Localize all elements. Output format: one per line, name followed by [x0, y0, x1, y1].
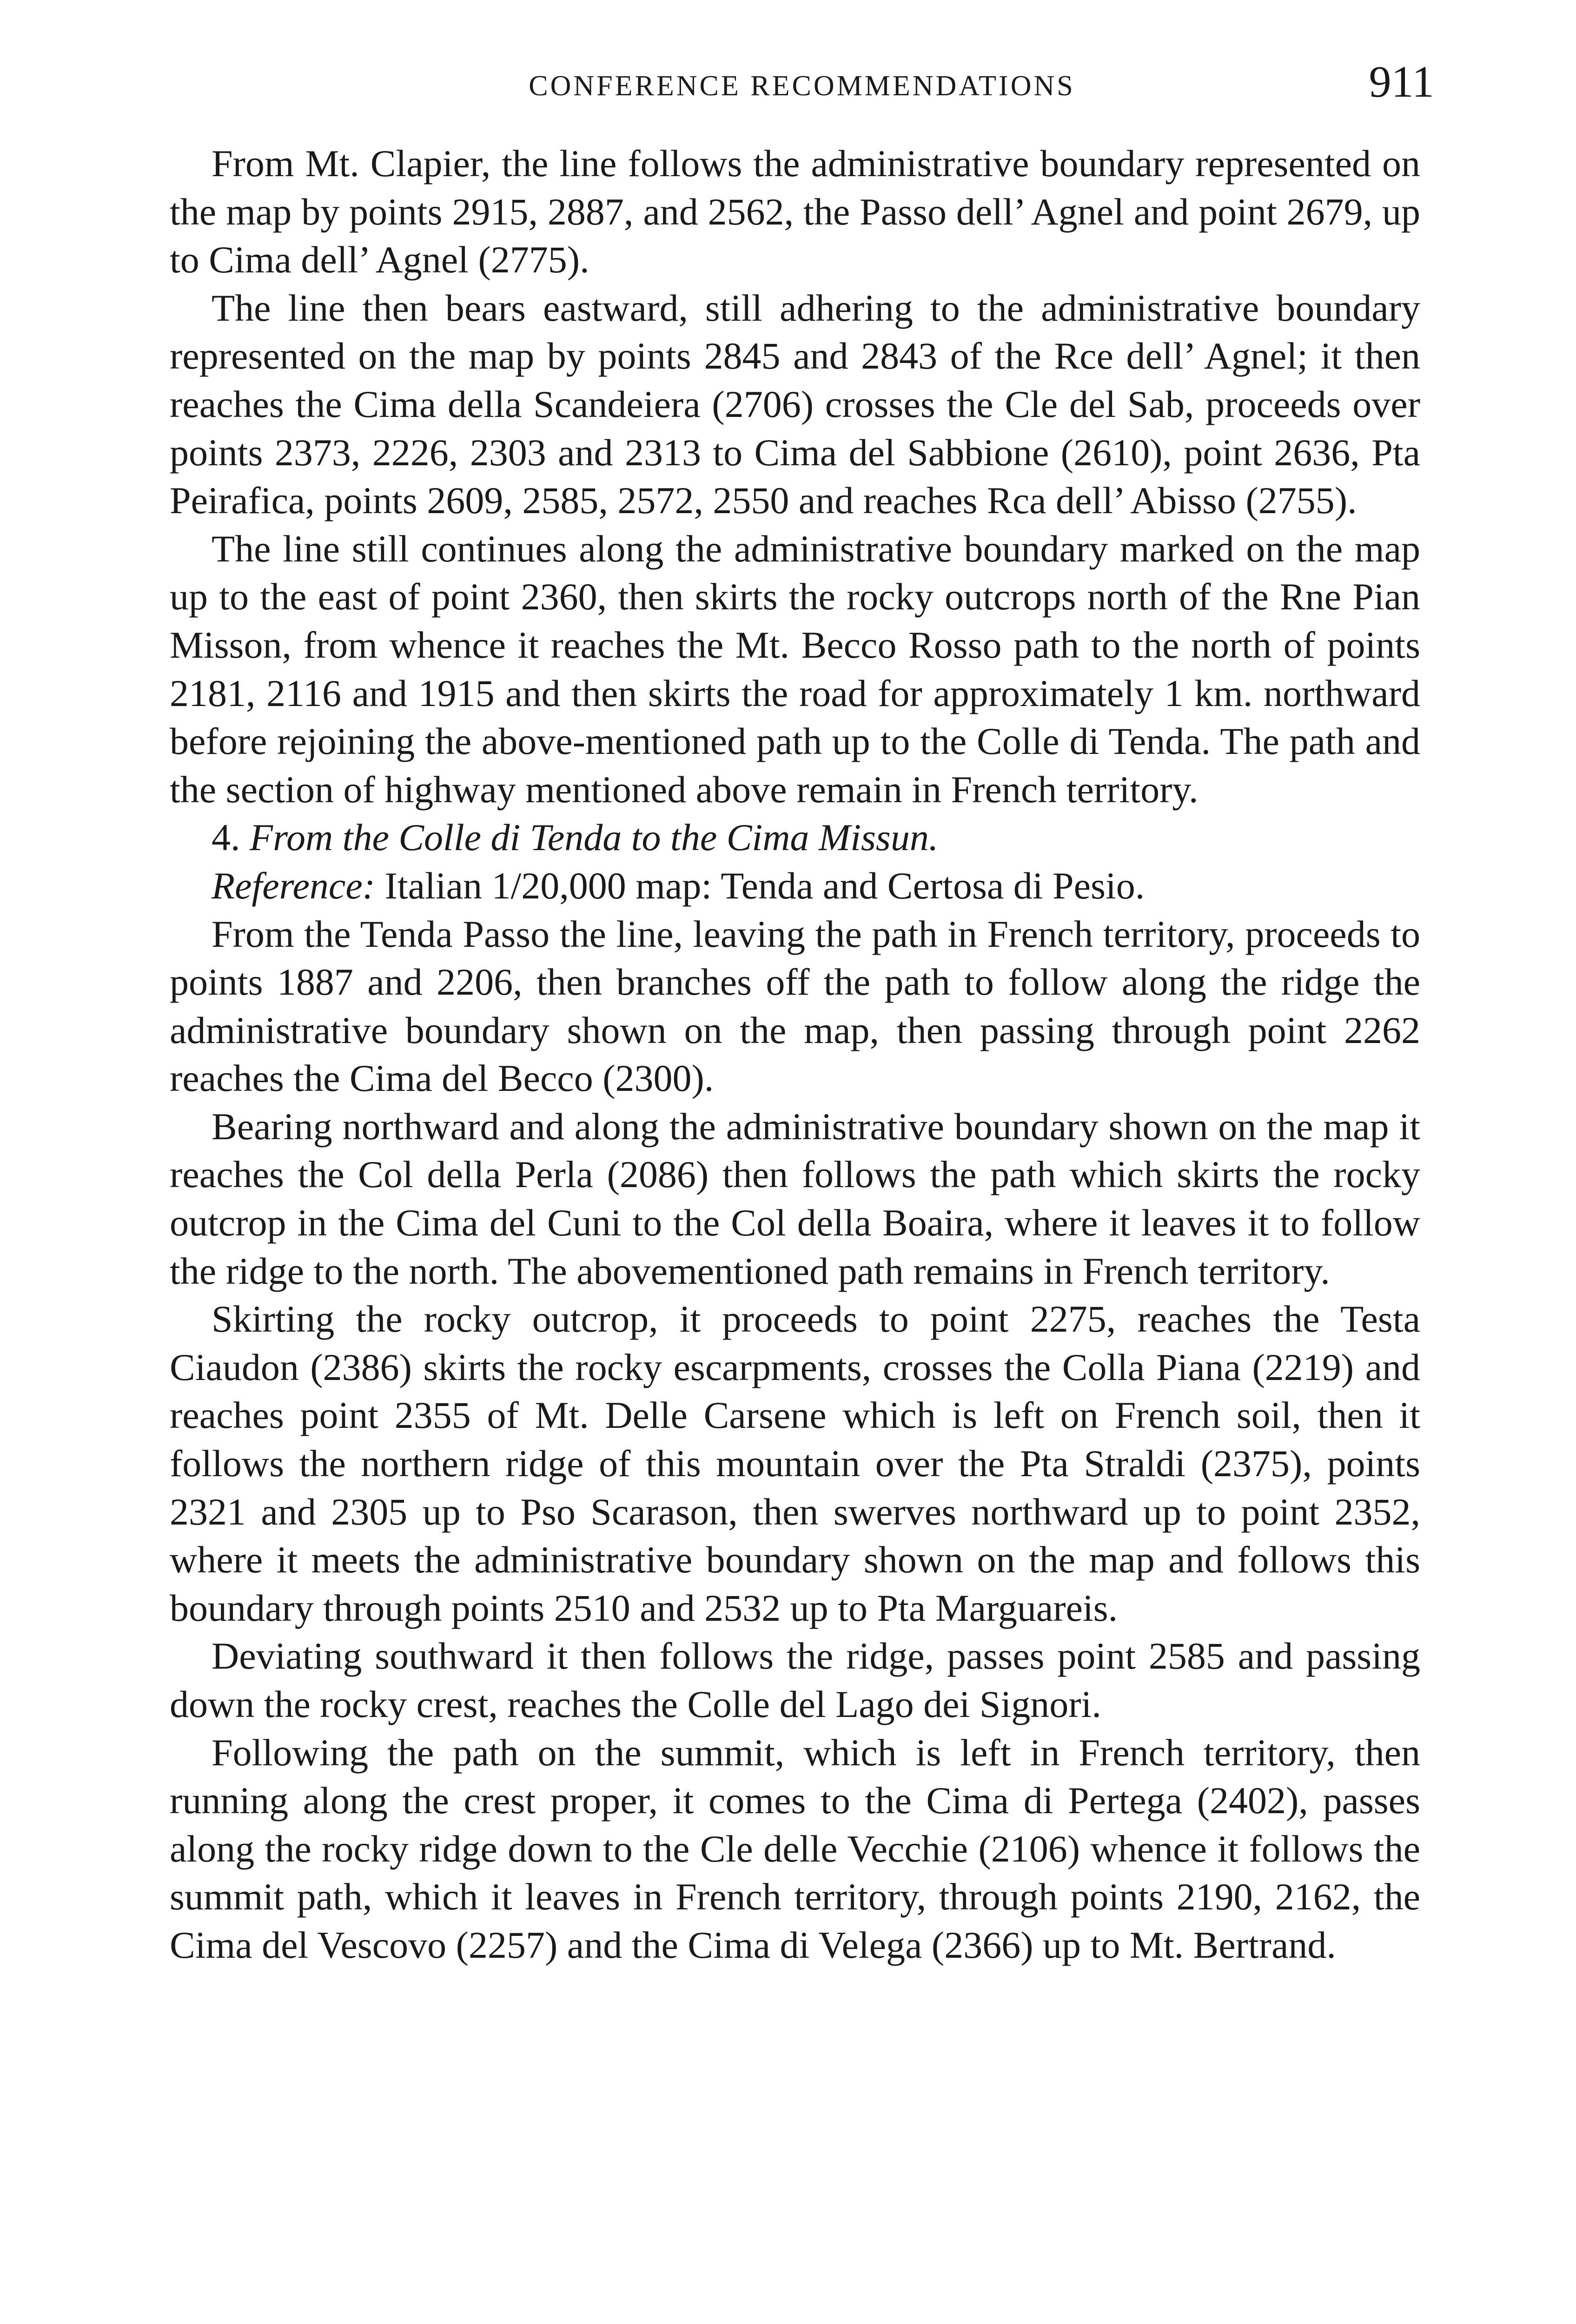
- paragraph: From Mt. Clapier, the line follows the administrative boundary represented on the map by points 2915, 2887, and 2562, the Passo dell’ Agnel and point 2679, up to Cima dell’ Agnel (2775).: [170, 142, 1420, 281]
- paragraph: The line then bears eastward, still adhering to the administrative boundary represented on the map by points 2845 and 2843 of the Rce dell’ Agnel; it then reaches the Cima della Scandeiera (2706) crosses the Cle del Sab, proceeds over points 2373, 2226, 2303 and 2313 to Cima del Sabbione (2610), point 2636, Pta Peirafica, points 2609, 2585, 2572, 2550 and reaches Rca dell’ Abisso (2755).: [170, 286, 1420, 522]
- reference-text: Italian 1/20,000 map: Tenda and Certosa di Pesio.: [384, 864, 1145, 907]
- section-title: From the Colle di Tenda to the Cima Missun.: [250, 816, 939, 859]
- section-number: 4.: [212, 816, 240, 859]
- paragraph: Bearing northward and along the administrative boundary shown on the map it reaches the Col della Perla (2086) then follows the path which skirts the rocky outcrop in the Cima del Cuni to the Col della Boaira, where it leaves it to follow the ridge to the north. The abovementioned path remains in French territory.: [170, 1105, 1420, 1292]
- section-heading: [170, 813, 1420, 862]
- reference-line: [170, 862, 1420, 910]
- paragraph: Following the path on the summit, which is left in French territory, then running along the crest proper, it comes to the Cima di Pertega (2402), passes along the rocky ridge down to the Cle delle Vecchie (2106) whence it follows the summit path, which it leaves in French territory, through points 2190, 2162, the Cima del Vescovo (2257) and the Cima di Velega (2366) up to Mt. Bertrand.: [170, 1731, 1420, 1966]
- paragraph: The line still continues along the administrative boundary marked on the map up to the east of point 2360, then skirts the rocky outcrops north of the Rne Pian Misson, from whence it reaches the Mt. Becco Rosso path to the north of points 2181, 2116 and 1915 and then skirts the road for approximately 1 km. northward before rejoining the above-mentioned path up to the Colle di Tenda. The path and the section of highway mentioned above remain in French territory.: [170, 527, 1420, 811]
- body-text: [170, 139, 1420, 1969]
- paragraph: Skirting the rocky outcrop, it proceeds to point 2275, reaches the Testa Ciaudon (2386) skirts the rocky escarpments, crosses the Colla Piana (2219) and reaches point 2355 of Mt. Delle Carsene which is left on French soil, then it follows the northern ridge of this mountain over the Pta Straldi (2375), points 2321 and 2305 up to Pso Scarason, then swerves northward up to point 2352, where it meets the administrative boundary shown on the map and follows this boundary through points 2510 and 2532 up to Pta Marguareis.: [170, 1298, 1420, 1629]
- reference-label: Reference:: [212, 864, 376, 907]
- paragraph: From the Tenda Passo the line, leaving the path in French territory, proceeds to points 1887 and 2206, then branches off the path to follow along the ridge the administrative boundary shown on the map, then passing through point 2262 reaches the Cima del Becco (2300).: [170, 912, 1420, 1100]
- running-header: [170, 56, 1434, 121]
- paragraph: Deviating southward it then follows the ridge, passes point 2585 and passing down the rocky crest, reaches the Colle del Lago dei Signori.: [170, 1635, 1420, 1725]
- running-title: CONFERENCE RECOMMENDATIONS: [529, 70, 1075, 102]
- page-number: 911: [1369, 57, 1434, 106]
